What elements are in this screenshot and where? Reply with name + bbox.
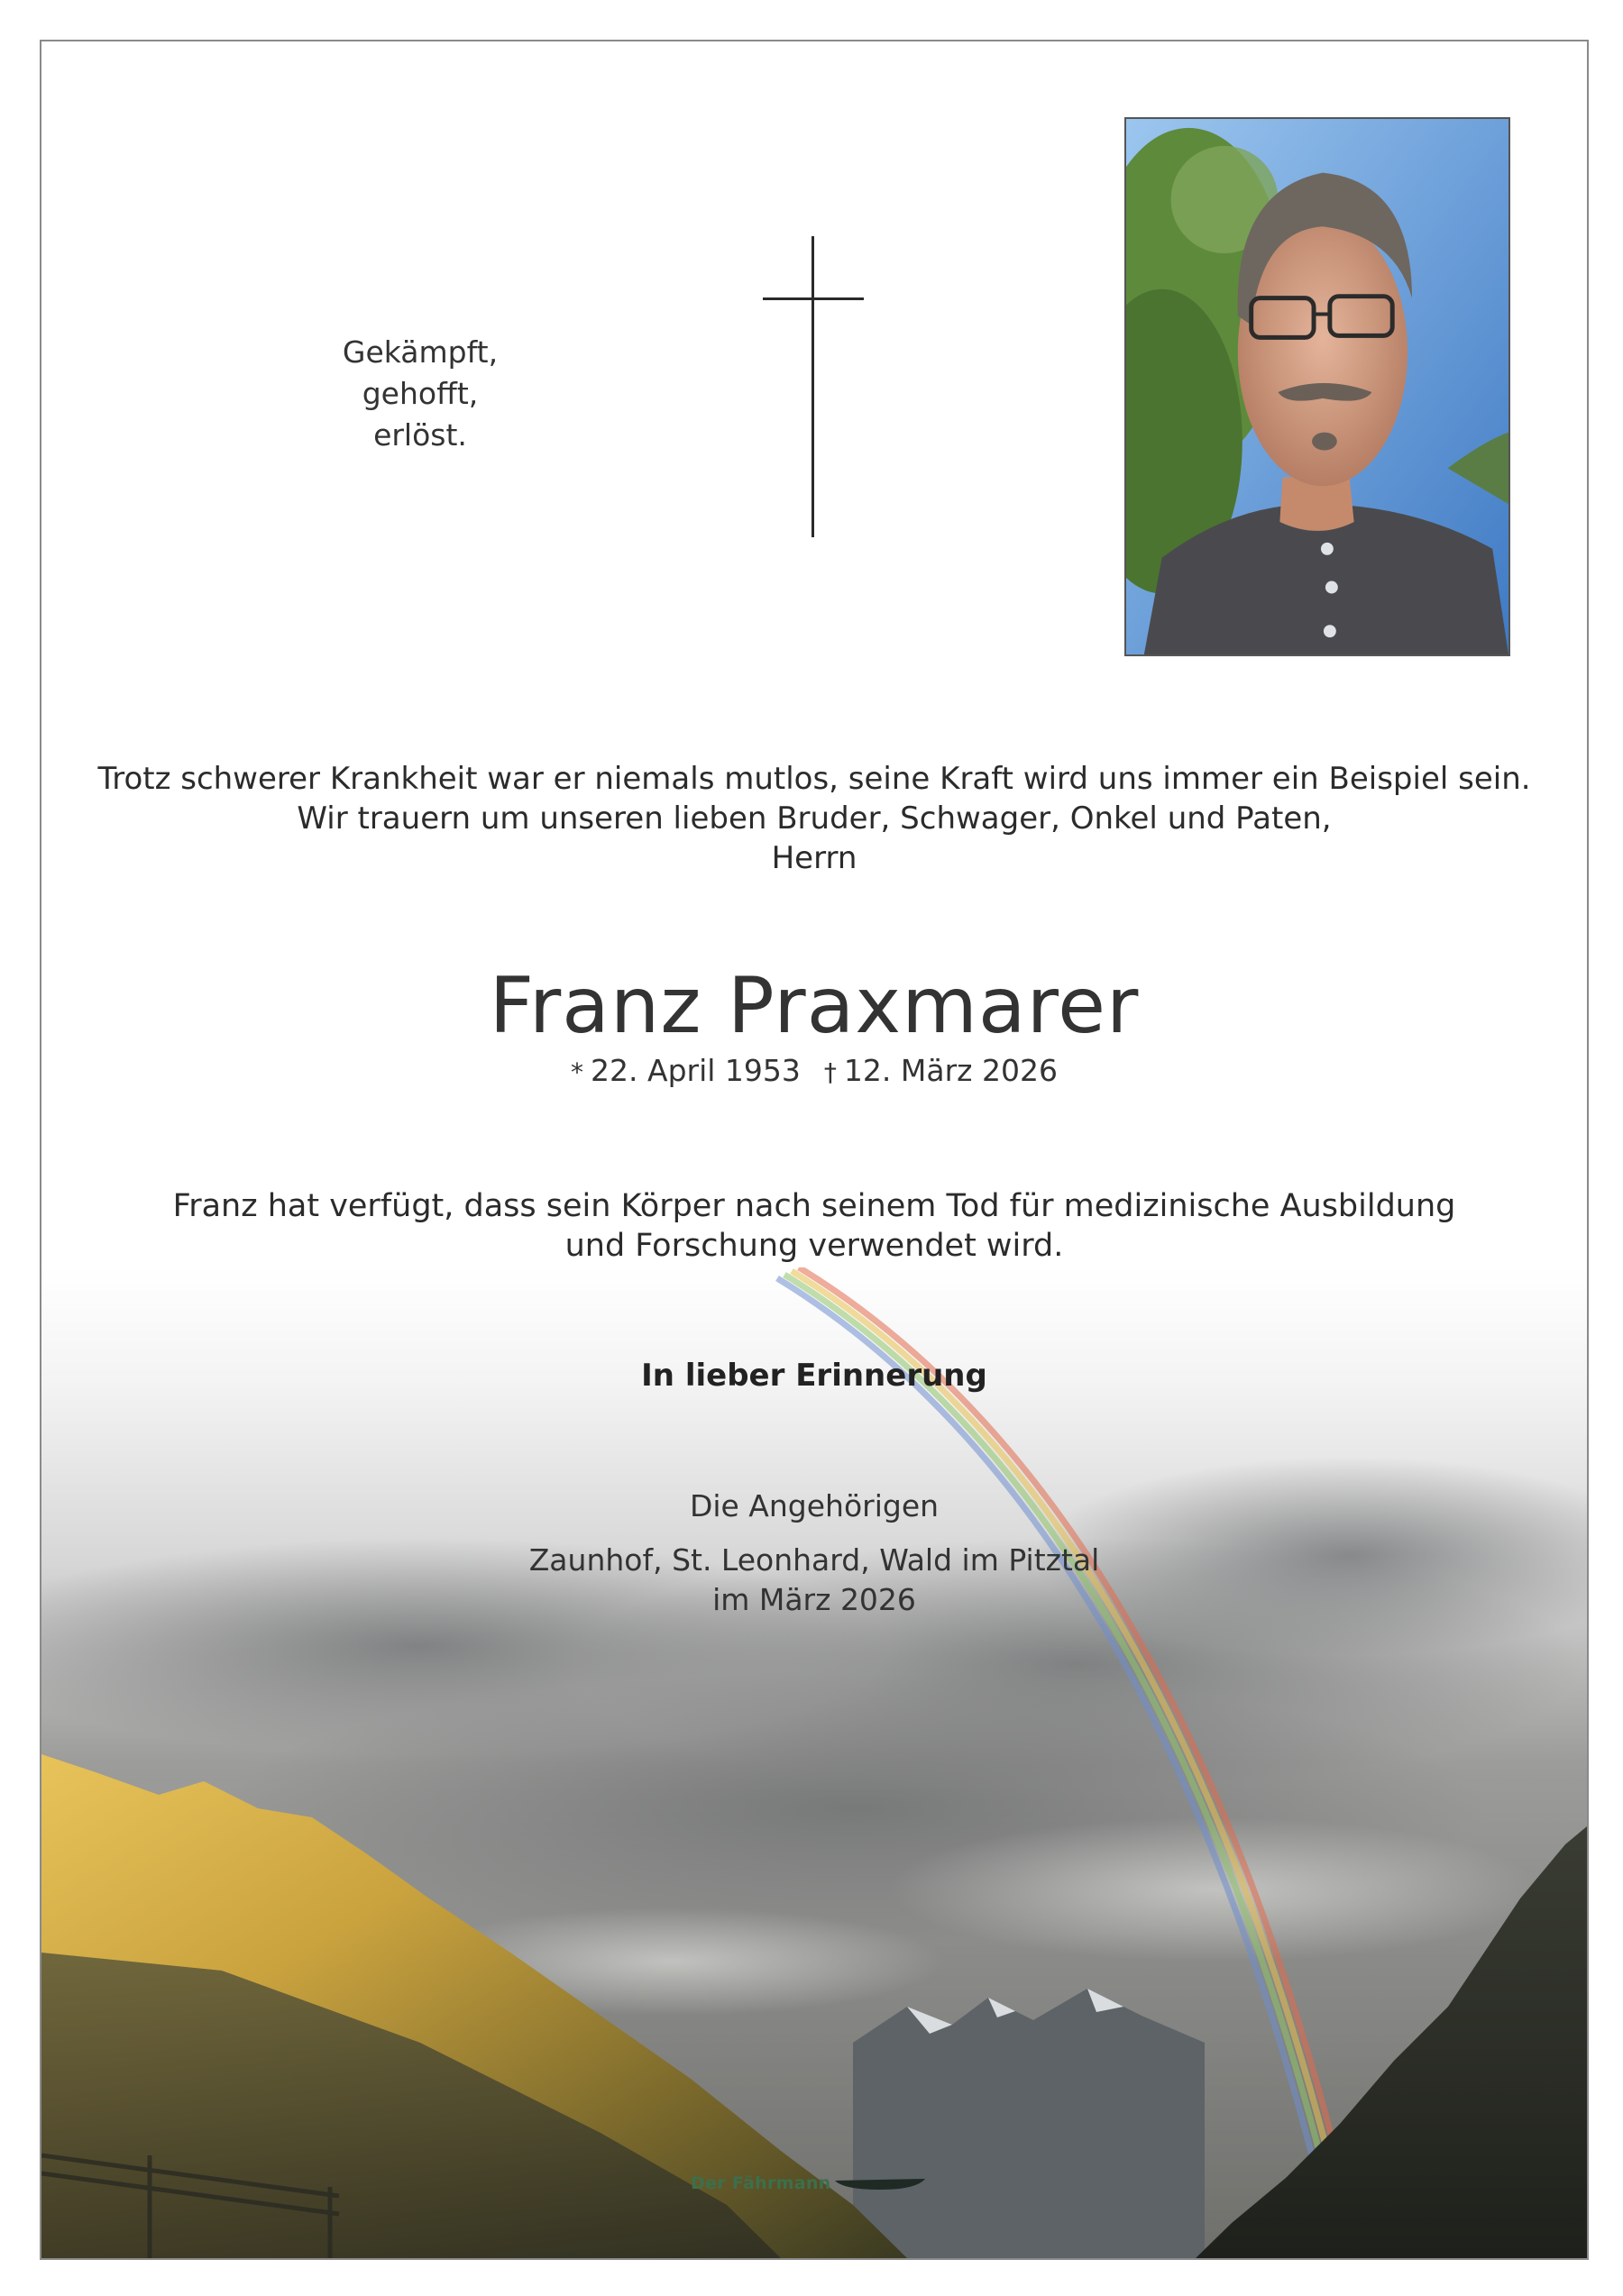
intro-line: Herrn xyxy=(771,840,857,876)
portrait-photo xyxy=(1124,117,1510,656)
death-date: 12. März 2026 xyxy=(843,1053,1058,1088)
donation-note xyxy=(41,1186,1587,1266)
motto-line: Gekämpft, xyxy=(342,334,499,370)
places-and-date xyxy=(41,1541,1587,1620)
parte-card xyxy=(40,40,1589,2260)
memory-heading: In lieber Erinnerung xyxy=(641,1358,987,1394)
deceased-name: Franz Praxmarer xyxy=(489,961,1140,1051)
intro-text xyxy=(41,759,1587,878)
motto-line: erlöst. xyxy=(373,417,467,453)
note-line: und Forschung verwendet wird. xyxy=(564,1228,1064,1264)
note-line: Franz hat verfügt, dass sein Körper nach seinem Tod für medizinische Ausbildung xyxy=(172,1188,1456,1224)
brand-name: Der Fährmann xyxy=(691,2173,831,2193)
rainbow-landscape-image xyxy=(41,1267,1587,2258)
birth-star-icon: * xyxy=(571,1057,584,1087)
intro-line: Wir trauern um unseren lieben Bruder, Schwager, Onkel und Paten, xyxy=(297,800,1332,837)
birth-date: 22. April 1953 xyxy=(591,1053,801,1088)
boat-icon xyxy=(835,2177,925,2191)
motto xyxy=(312,332,528,456)
intro-line: Trotz schwerer Krankheit war er niemals mutlos, seine Kraft wird uns immer ein Beispiel sein. xyxy=(97,761,1531,797)
cross-icon xyxy=(763,236,864,537)
places: Zaunhof, St. Leonhard, Wald im Pitztal xyxy=(528,1542,1100,1578)
brand-logo xyxy=(691,2173,961,2209)
death-cross-icon: † xyxy=(823,1057,837,1087)
life-dates xyxy=(41,1051,1587,1093)
family-signature: Die Angehörigen xyxy=(689,1488,940,1523)
publication-date: im März 2026 xyxy=(712,1582,916,1617)
motto-line: gehofft, xyxy=(362,376,479,411)
